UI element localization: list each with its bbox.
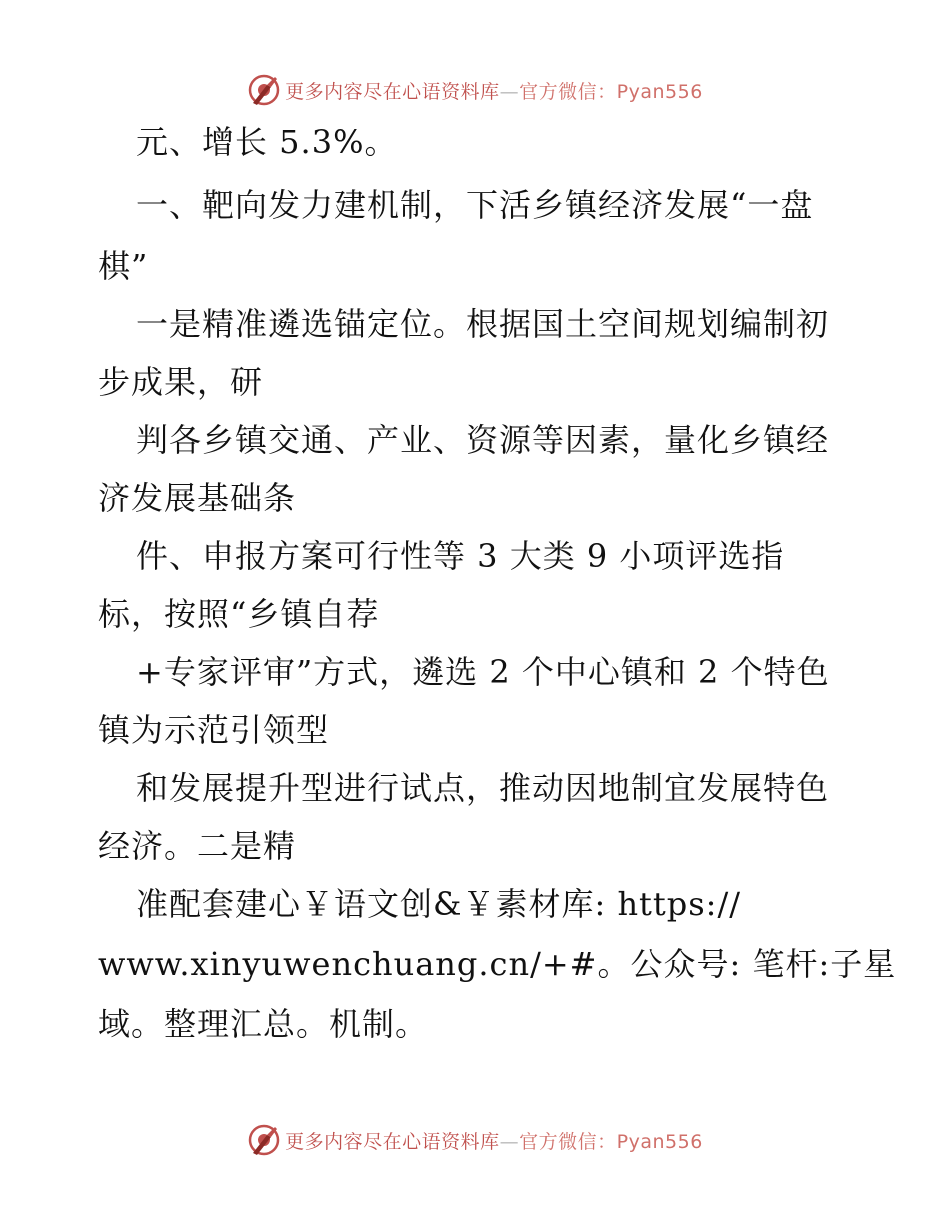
text-line-6: 判各乡镇交通、产业、资源等因素，量化乡镇经 <box>136 421 830 459</box>
text-line-1: 元、增长 5.3%。 <box>136 123 398 161</box>
text-line-5: 步成果，研 <box>98 363 264 401</box>
text-line-8: 件、申报方案可行性等 3 大类 9 小项评选指 <box>136 537 785 575</box>
footer-banner-account: 官方微信：Pyan556 <box>519 1130 703 1153</box>
text-line-4: 一是精准遴选锚定位。根据国土空间规划编制初 <box>136 305 830 343</box>
header-banner-dash: — <box>499 80 520 103</box>
text-line-13: 经济。二是精 <box>98 827 297 865</box>
text-line-14: 准配套建心￥语文创&￥素材库: https:// <box>136 885 742 923</box>
footer-banner-title: 更多内容尽在心语资料库 <box>285 1130 500 1153</box>
pen-logo-icon <box>247 73 281 107</box>
footer-banner-text <box>285 1127 703 1154</box>
header-banner <box>0 70 950 110</box>
header-banner-text <box>285 77 703 104</box>
text-line-12: 和发展提升型进行试点，推动因地制宜发展特色 <box>136 769 830 807</box>
footer-banner-dash: — <box>499 1130 520 1153</box>
header-banner-title: 更多内容尽在心语资料库 <box>285 80 500 103</box>
text-line-2: 一、靶向发力建机制，下活乡镇经济发展“一盘 <box>136 186 814 224</box>
text-line-9: 标，按照“乡镇自荐 <box>98 595 380 633</box>
text-line-7: 济发展基础条 <box>98 479 297 517</box>
pen-logo-icon <box>247 1123 281 1157</box>
text-line-11: 镇为示范引领型 <box>98 711 330 749</box>
header-banner-account: 官方微信：Pyan556 <box>519 80 703 103</box>
text-line-15: www.xinyuwenchuang.cn/+#。公众号: 笔杆:子星 <box>98 945 897 983</box>
text-line-10: +专家评审”方式，遴选 2 个中心镇和 2 个特色 <box>136 653 830 691</box>
footer-banner <box>0 1120 950 1160</box>
text-line-3: 棋” <box>98 247 149 285</box>
text-line-16: 域。整理汇总。机制。 <box>98 1005 429 1043</box>
